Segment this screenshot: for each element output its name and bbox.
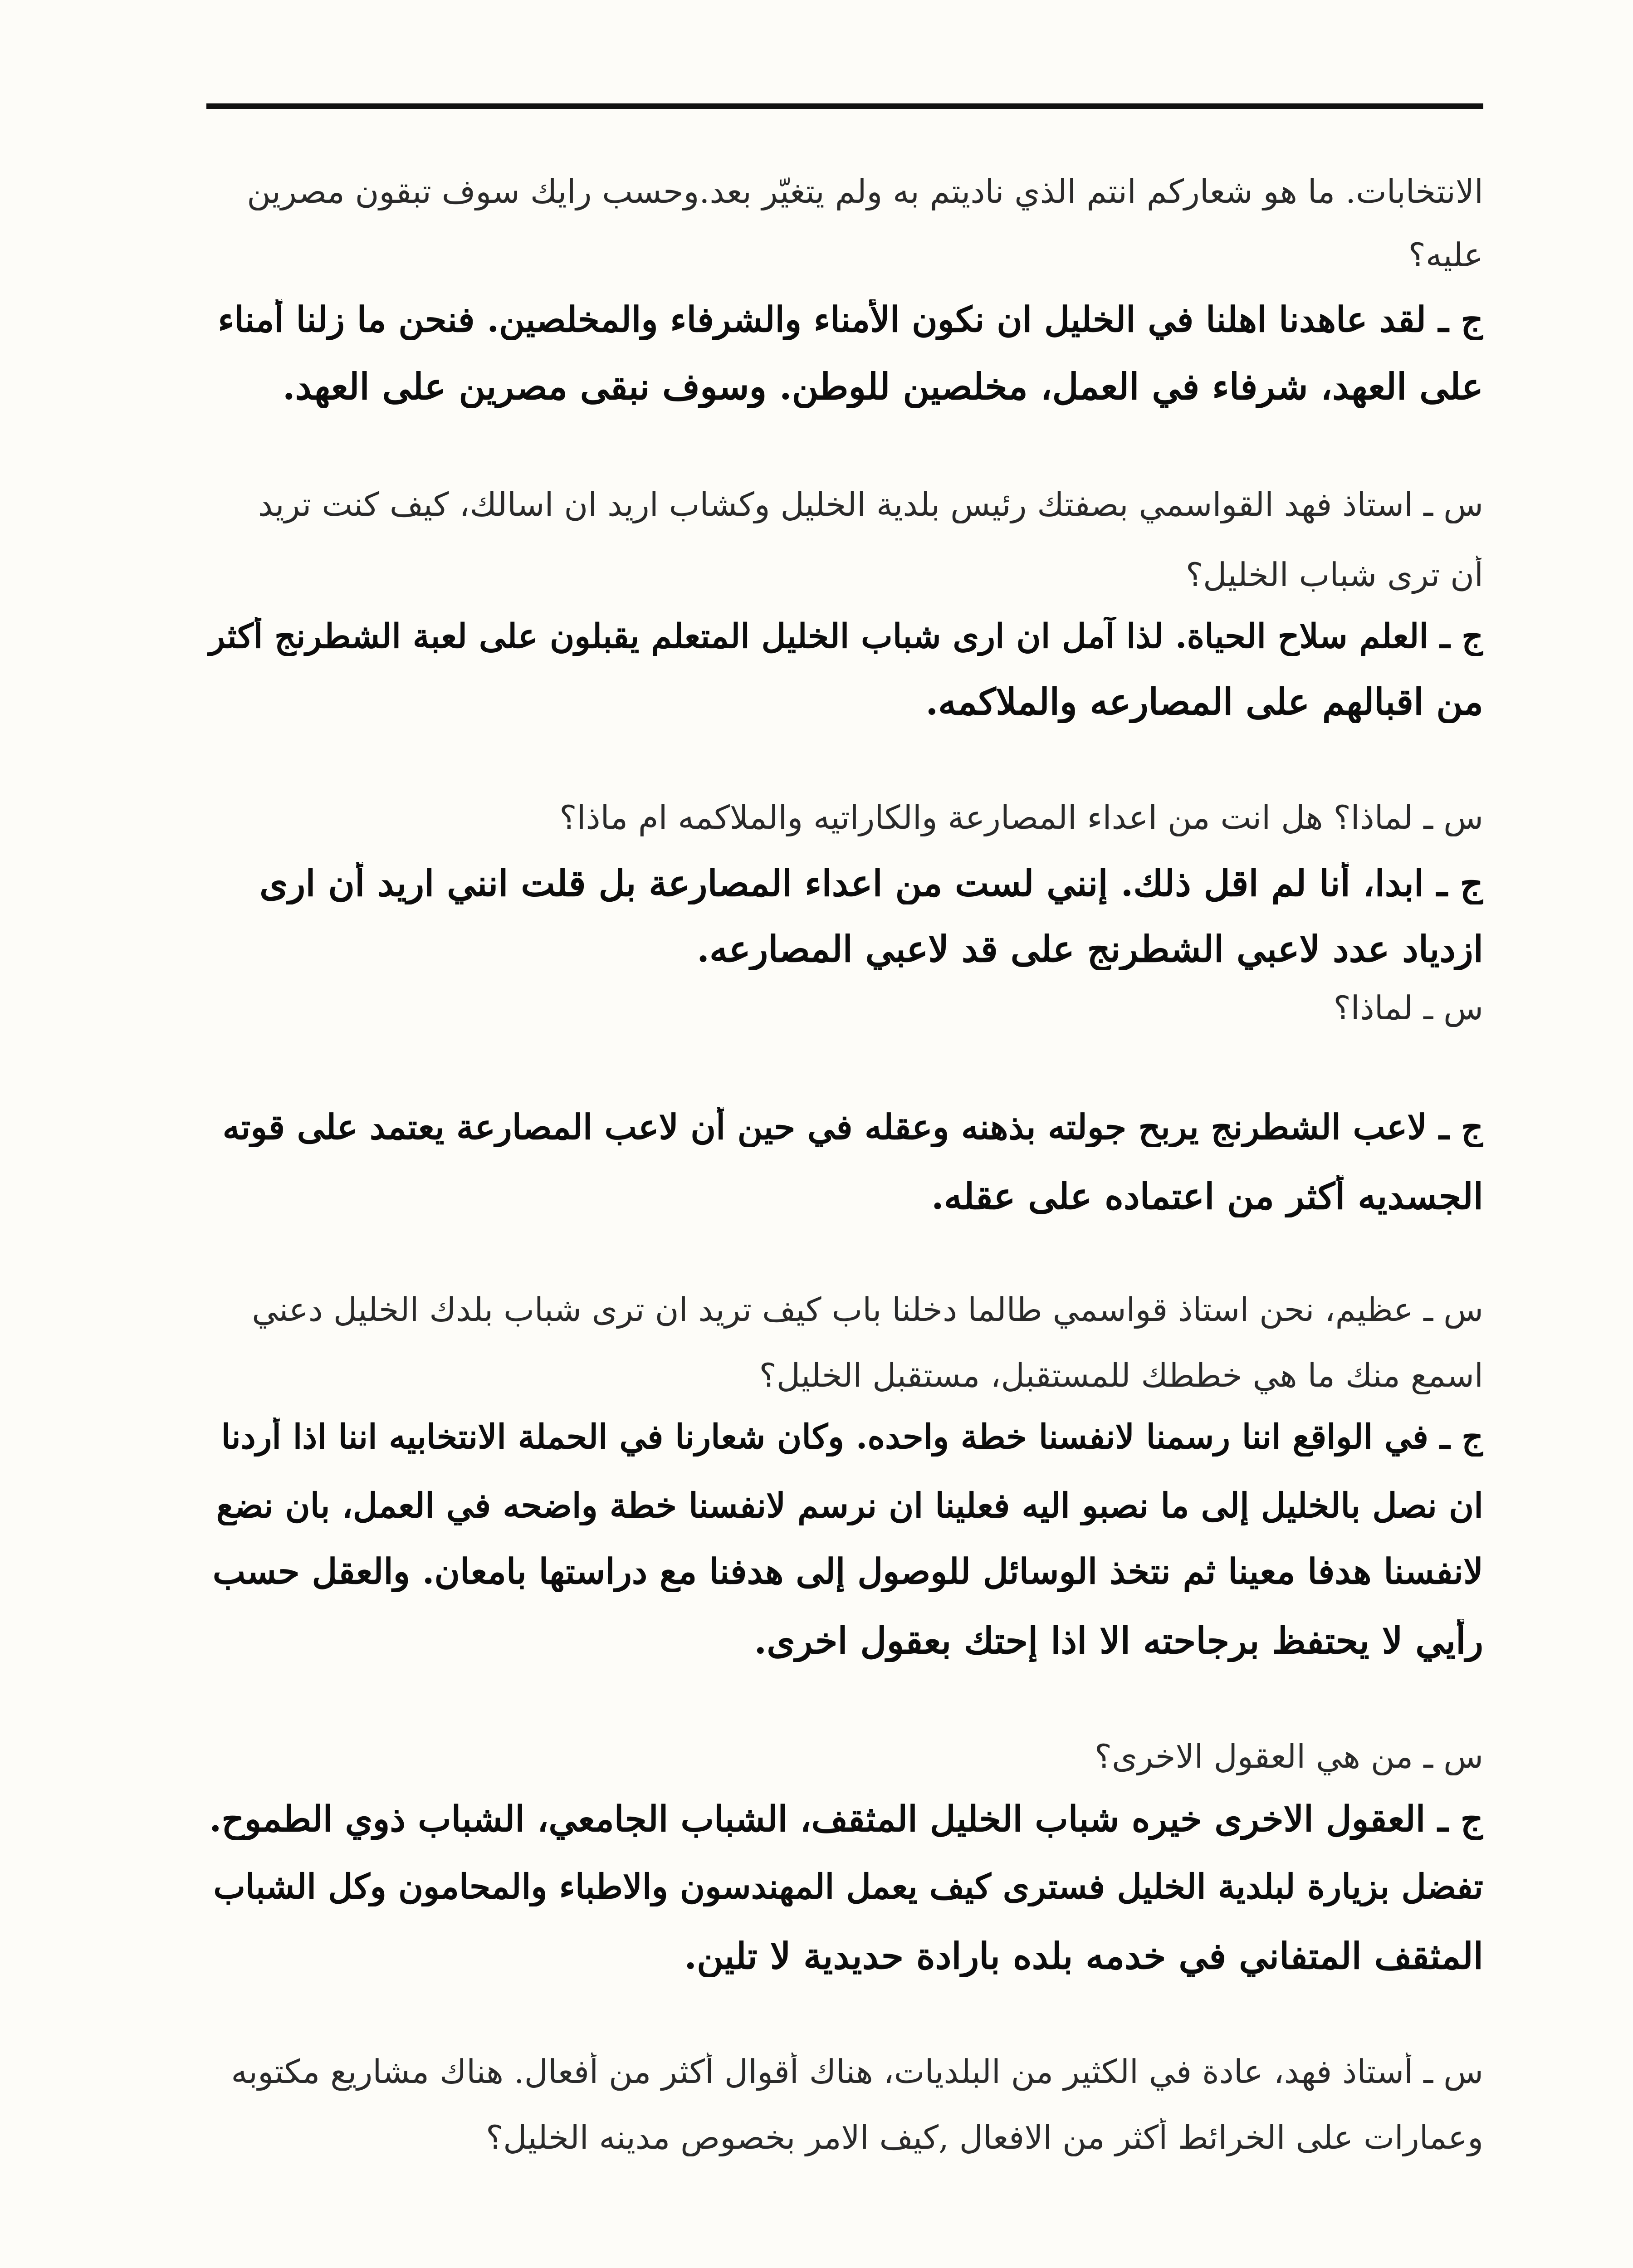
answer-line: ج ـ العلم سلاح الحياة. لذا آمل ان ارى شباب الخليل المتعلم يقبلون على لعبة الشطرنج أكثر — [209, 617, 1483, 656]
answer-line: المثقف المتفاني في خدمه بلده بارادة حديدية لا تلين. — [684, 1935, 1483, 1977]
answer-line: رأيي لا يحتفظ برجاحته الا اذا إحتك بعقول اخرى. — [754, 1619, 1483, 1662]
question-line: س ـ لماذا؟ هل انت من اعداء المصارعة والكاراتيه والملاكمه ام ماذا؟ — [559, 798, 1483, 836]
question-line: اسمع منك ما هي خططك للمستقبل، مستقبل الخليل؟ — [759, 1356, 1483, 1394]
question-line: س ـ من هي العقول الاخرى؟ — [1094, 1737, 1483, 1775]
question-line: س ـ أستاذ فهد، عادة في الكثير من البلديات، هناك أقوال أكثر من أفعال. هناك مشاريع مكتوبه — [231, 2053, 1483, 2091]
question-line: س ـ لماذا؟ — [1333, 989, 1483, 1027]
answer-line: ج ـ لاعب الشطرنج يربح جولته بذهنه وعقله في حين أن لاعب المصارعة يعتمد على قوته — [222, 1107, 1483, 1147]
answer-line: تفضل بزيارة لبلدية الخليل فسترى كيف يعمل المهندسون والاطباء والمحامون وكل الشباب — [213, 1867, 1483, 1906]
question-line: س ـ استاذ فهد القواسمي بصفتك رئيس بلدية الخليل وكشاب اريد ان اسالك، كيف كنت تريد — [258, 485, 1483, 523]
answer-line: ج ـ لقد عاهدنا اهلنا في الخليل ان نكون الأمناء والشرفاء والمخلصين. فنحن ما زلنا أمناء — [218, 299, 1483, 340]
answer-line: الجسديه أكثر من اعتماده على عقله. — [931, 1175, 1483, 1217]
answer-line: ج ـ في الواقع اننا رسمنا لانفسنا خطة واحده. وكان شعارنا في الحملة الانتخابيه اننا اذا أردنا — [221, 1418, 1483, 1457]
question-line: أن ترى شباب الخليل؟ — [1185, 556, 1483, 594]
question-line: عليه؟ — [1408, 236, 1483, 274]
answer-line: لانفسنا هدفا معينا ثم نتخذ الوسائل للوصول إلى هدفنا مع دراستها بامعان. والعقل حسب — [212, 1551, 1483, 1592]
question-line: الانتخابات. ما هو شعاركم انتم الذي ناديتم به ولم يتغيّر بعد.وحسب رايك سوف تبقون مصرين — [247, 172, 1483, 210]
answer-line: ج ـ العقول الاخرى خيره شباب الخليل المثقف، الشباب الجامعي، الشباب ذوي الطموح. — [209, 1799, 1483, 1840]
answer-line: على العهد، شرفاء في العمل، مخلصين للوطن. وسوف نبقى مصرين على العهد. — [282, 365, 1483, 408]
answer-line: ان نصل بالخليل إلى ما نصبو اليه فعلينا ان نرسم لانفسنا خطة واضحه في العمل، بان نضع — [216, 1486, 1483, 1525]
top-rule — [206, 103, 1483, 109]
answer-line: ج ـ ابدا، أنا لم اقل ذلك. إنني لست من اعداء المصارعة بل قلت انني اريد أن ارى — [259, 862, 1483, 904]
answer-line: ازدياد عدد لاعبي الشطرنج على قد لاعبي المصارعه. — [697, 928, 1483, 970]
answer-line: من اقبالهم على المصارعه والملاكمه. — [925, 680, 1483, 723]
question-line: س ـ عظيم، نحن استاذ قواسمي طالما دخلنا باب كيف تريد ان ترى شباب بلدك الخليل دعني — [252, 1290, 1483, 1329]
question-line: وعمارات على الخرائط أكثر من الافعال ,كيف الامر بخصوص مدينه الخليل؟ — [485, 2118, 1483, 2156]
